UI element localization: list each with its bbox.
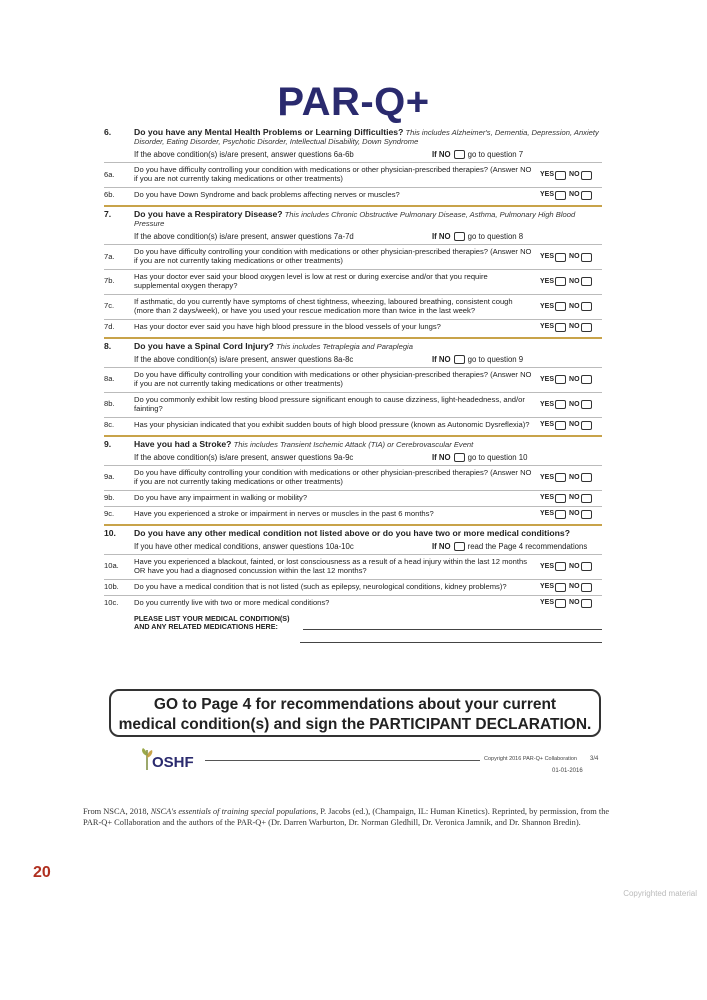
question-includes: This includes Alzheimer's, Dementia, Depression, Anxiety Disorder, Eating Disorder, Psychotic Disorder, Intellectual Disability, Down Syndrome (134, 128, 599, 146)
no-label: NO (569, 583, 580, 591)
if-no-option (432, 453, 602, 462)
if-no-label: If NO (432, 541, 451, 551)
question-heading: Do you have a Spinal Cord Injury? (134, 340, 274, 351)
sub-question-text: Have you experienced a stroke or impairment in nerves or muscles in the past 6 months? (134, 508, 434, 518)
sub-question-row (104, 554, 602, 579)
sub-question-row (104, 490, 602, 506)
no-label: NO (569, 400, 580, 408)
yes-no-options (540, 302, 602, 311)
question-header (104, 528, 602, 539)
if-no-label: If NO (432, 149, 451, 159)
question-heading: Have you had a Stroke? (134, 438, 232, 449)
sub-question-row (104, 244, 602, 269)
yes-label: YES (540, 170, 555, 178)
question-text (134, 439, 602, 450)
yes-checkbox[interactable] (555, 583, 566, 592)
no-checkbox[interactable] (581, 375, 592, 384)
yes-checkbox[interactable] (555, 421, 566, 430)
sub-question-number: 6b. (104, 190, 115, 200)
question-header (104, 209, 602, 229)
yes-no-options (540, 277, 602, 286)
yes-checkbox[interactable] (555, 473, 566, 482)
yes-checkbox[interactable] (555, 599, 566, 608)
no-checkbox[interactable] (581, 191, 592, 200)
no-label: NO (569, 375, 580, 383)
if-no-option (432, 542, 602, 551)
no-label: NO (569, 170, 580, 178)
no-label: NO (569, 473, 580, 481)
sub-question-number: 7b. (104, 276, 115, 286)
medical-list-input-line-2[interactable] (300, 642, 602, 643)
sub-question-row (104, 465, 602, 490)
yes-no-options (540, 400, 602, 409)
if-no-label: If NO (432, 231, 451, 241)
credit-book-title: NSCA's essentials of training special populations (150, 807, 317, 816)
if-no-option (432, 355, 602, 364)
sub-question-text: Do you have difficulty controlling your condition with medications or other physician-prescribed therapies? (Answer NO if you are not currently taking medications or other treatments) (134, 247, 532, 266)
no-label: NO (569, 421, 580, 429)
yes-label: YES (540, 191, 555, 199)
question-text (134, 209, 602, 229)
sub-question-text: If asthmatic, do you currently have symptoms of chest tightness, wheezing, laboured breathing, consistent cough (more than 2 days/week), or have you used your rescue medication more than twice in the last week? (134, 296, 513, 315)
sub-question-number: 10c. (104, 597, 119, 607)
no-label: NO (569, 562, 580, 570)
question-includes: This includes Chronic Obstructive Pulmonary Disease, Asthma, Pulmonary High Blood Pressure (134, 210, 576, 228)
question-text (134, 528, 602, 539)
sub-question-number: 10a. (104, 561, 119, 571)
question-text (134, 341, 602, 352)
form-date: 01-01-2016 (552, 768, 583, 774)
sub-question-number: 10b. (104, 581, 119, 591)
conditional-row (104, 150, 602, 159)
medical-list-label-2: AND ANY RELATED MEDICATIONS HERE: (134, 622, 278, 632)
sub-question-row (104, 506, 602, 522)
medical-list-label (134, 615, 289, 632)
credit-prefix: From NSCA, 2018, (83, 807, 151, 816)
no-checkbox[interactable] (581, 562, 592, 571)
medical-list-label-1: PLEASE LIST YOUR MEDICAL CONDITION(S) (134, 613, 290, 623)
no-checkbox[interactable] (581, 171, 592, 180)
yes-label: YES (540, 400, 555, 408)
yes-checkbox[interactable] (555, 277, 566, 286)
banner-line-1: GO to Page 4 for recommendations about your current (153, 696, 557, 713)
yes-label: YES (540, 583, 555, 591)
yes-checkbox[interactable] (555, 510, 566, 519)
question-section (104, 209, 602, 339)
if-no-text: go to question 8 (467, 231, 524, 241)
no-checkbox[interactable] (581, 302, 592, 311)
yes-label: YES (540, 277, 555, 285)
sub-question-number: 9c. (104, 508, 115, 518)
page-title: PAR-Q+ (277, 80, 430, 124)
no-checkbox[interactable] (581, 421, 592, 430)
yes-label: YES (540, 510, 555, 518)
no-label: NO (569, 599, 580, 607)
question-section (104, 127, 602, 207)
question-number: 9. (104, 438, 112, 449)
question-includes: This includes Tetraplegia and Paraplegia (276, 341, 413, 351)
no-checkbox[interactable] (581, 599, 592, 608)
sub-question-number: 7d. (104, 321, 115, 331)
yes-label: YES (540, 562, 555, 570)
yes-no-options (540, 171, 602, 180)
if-present-text: If the above condition(s) is/are present, answer questions 6a-6b (134, 149, 354, 159)
sub-question-text: Do you have difficulty controlling your condition with medications or other physician-prescribed therapies? (Answer NO if you are not currently taking medications or other treatments) (134, 165, 532, 184)
yes-label: YES (540, 375, 555, 383)
credit-note (83, 806, 623, 828)
sub-question-text: Has your doctor ever said you have high blood pressure in the blood vessels of your lungs? (134, 321, 441, 331)
if-no-option (432, 232, 602, 241)
medical-list-input-line-1[interactable] (303, 629, 602, 630)
credit-suffix: , P. Jacobs (ed.), (Champaign, IL: Human Kinetics). Reprinted, by permission, from the PAR-Q+ Collaboration and the authors of the PAR-Q+ (Dr. Darren Warburton, Dr. Norman Gledhill, Dr. Veronica Jamnik, and Dr. Shannon Bredin). (83, 807, 610, 827)
sub-question-number: 7a. (104, 251, 115, 261)
if-no-text: go to question 10 (467, 452, 528, 462)
question-section (104, 439, 602, 526)
yes-label: YES (540, 421, 555, 429)
yes-checkbox[interactable] (555, 323, 566, 332)
yes-label: YES (540, 323, 555, 331)
question-text (134, 127, 602, 147)
sub-question-text: Has your doctor ever said your blood oxygen level is low at rest or during exercise and/or that you require supplemental oxygen therapy? (134, 272, 488, 290)
yes-label: YES (540, 599, 555, 607)
question-header (104, 439, 602, 450)
if-present-text: If the above condition(s) is/are present, answer questions 7a-7d (134, 231, 354, 241)
question-heading: Do you have any Mental Health Problems or Learning Difficulties? (134, 127, 404, 137)
sub-question-number: 6a. (104, 169, 115, 179)
yes-no-options (540, 562, 602, 571)
sub-question-number: 9a. (104, 472, 115, 482)
if-no-checkbox[interactable] (454, 150, 465, 159)
yes-checkbox[interactable] (555, 400, 566, 409)
sub-question-row (104, 367, 602, 392)
if-no-checkbox[interactable] (454, 542, 465, 551)
sub-question-row (104, 162, 602, 187)
instruction-banner (109, 689, 601, 737)
no-label: NO (569, 323, 580, 331)
sub-question-number: 7c. (104, 301, 115, 311)
no-checkbox[interactable] (581, 323, 592, 332)
yes-label: YES (540, 473, 555, 481)
yes-checkbox[interactable] (555, 191, 566, 200)
sub-question-row (104, 579, 602, 595)
questionnaire-form (104, 127, 602, 647)
sub-question-number: 8c. (104, 419, 115, 429)
if-no-checkbox[interactable] (454, 232, 465, 241)
question-number: 7. (104, 209, 112, 219)
if-no-text: read the Page 4 recommendations (467, 541, 588, 551)
sub-question-text: Do you have difficulty controlling your condition with medications or other physician-prescribed therapies? (Answer NO if you are not currently taking medications or other treatments) (134, 467, 532, 486)
if-no-checkbox[interactable] (454, 355, 465, 364)
book-page-number: 20 (33, 864, 51, 881)
sub-question-row (104, 417, 602, 433)
sub-question-text: Do you have difficulty controlling your condition with medications or other physician-prescribed therapies? (Answer NO if you are not currently taking medications or other treatments) (134, 369, 532, 388)
no-label: NO (569, 252, 580, 260)
no-checkbox[interactable] (581, 583, 592, 592)
question-number: 10. (104, 527, 116, 538)
yes-label: YES (540, 252, 555, 260)
copyright-text: Copyright 2016 PAR-Q+ Collaboration (484, 756, 577, 762)
yes-checkbox[interactable] (555, 253, 566, 262)
yes-checkbox[interactable] (555, 302, 566, 311)
sub-question-row (104, 595, 602, 611)
question-number: 6. (104, 127, 112, 137)
sub-question-row (104, 187, 602, 203)
banner-line-2: medical condition(s) and sign the PARTICIPANT DECLARATION. (118, 716, 592, 733)
sub-question-text: Do you currently live with two or more medical conditions? (134, 597, 330, 607)
yes-no-options (540, 510, 602, 519)
question-heading: Do you have a Respiratory Disease? (134, 209, 283, 219)
no-label: NO (569, 494, 580, 502)
question-section (104, 528, 602, 645)
yes-no-options (540, 323, 602, 332)
no-checkbox[interactable] (581, 510, 592, 519)
question-section (104, 341, 602, 437)
no-label: NO (569, 510, 580, 518)
oshf-logo (140, 748, 202, 780)
yes-checkbox[interactable] (555, 562, 566, 571)
question-header (104, 127, 602, 147)
sub-question-row (104, 392, 602, 417)
no-checkbox[interactable] (581, 400, 592, 409)
no-label: NO (569, 191, 580, 199)
sub-question-text: Do you have a medical condition that is not listed (such as epilepsy, neurological conditions, kidney problems)? (134, 581, 507, 591)
no-checkbox[interactable] (581, 277, 592, 286)
no-checkbox[interactable] (581, 253, 592, 262)
if-present-text: If the above condition(s) is/are present, answer questions 8a-8c (134, 354, 354, 364)
medical-list-row (104, 615, 602, 632)
if-no-text: go to question 9 (467, 354, 524, 364)
conditional-row (104, 542, 602, 551)
conditional-row (104, 232, 602, 241)
question-number: 8. (104, 340, 112, 351)
no-label: NO (569, 302, 580, 310)
if-no-option (432, 150, 602, 159)
no-checkbox[interactable] (581, 494, 592, 503)
yes-checkbox[interactable] (555, 494, 566, 503)
sub-question-number: 8b. (104, 399, 115, 409)
if-present-text: If you have other medical conditions, answer questions 10a-10c (134, 541, 354, 551)
sub-question-number: 9b. (104, 492, 115, 502)
yes-no-options (540, 473, 602, 482)
question-header (104, 341, 602, 352)
sub-question-text: Have you experienced a blackout, fainted, or lost consciousness as a result of a head injury within the last 12 months OR have you had a diagnosed concussion within the last 12 months? (134, 556, 527, 575)
conditional-row (104, 355, 602, 364)
sub-question-number: 8a. (104, 374, 115, 384)
sub-question-row (104, 269, 602, 294)
if-present-text: If the above condition(s) is/are present, answer questions 9a-9c (134, 452, 354, 462)
yes-label: YES (540, 302, 555, 310)
yes-no-options (540, 494, 602, 503)
form-page-number: 3/4 (590, 756, 599, 762)
if-no-text: go to question 7 (467, 149, 524, 159)
yes-no-options (540, 421, 602, 430)
sub-question-text: Do you commonly exhibit low resting blood pressure significant enough to cause dizziness, light-headedness, and/or fainting? (134, 394, 525, 413)
sub-question-text: Do you have Down Syndrome and back problems affecting nerves or muscles? (134, 190, 400, 200)
if-no-checkbox[interactable] (454, 453, 465, 462)
if-no-label: If NO (432, 354, 451, 364)
if-no-label: If NO (432, 452, 451, 462)
yes-checkbox[interactable] (555, 171, 566, 180)
yes-no-options (540, 583, 602, 592)
no-checkbox[interactable] (581, 473, 592, 482)
conditional-row (104, 453, 602, 462)
sub-question-text: Do you have any impairment in walking or mobility? (134, 492, 308, 502)
watermark: Copyrighted material (623, 889, 697, 898)
sub-question-row (104, 319, 602, 335)
yes-no-options (540, 253, 602, 262)
yes-no-options (540, 599, 602, 608)
yes-no-options (540, 191, 602, 200)
sub-question-text: Has your physician indicated that you exhibit sudden bouts of high blood pressure (known as Autonomic Dysreflexia)? (134, 419, 530, 429)
yes-no-options (540, 375, 602, 384)
logo-name: OSHF (152, 754, 194, 771)
yes-label: YES (540, 494, 555, 502)
question-heading: Do you have any other medical condition not listed above or do you have two or more medical conditions? (134, 527, 570, 538)
no-label: NO (569, 277, 580, 285)
sub-question-row (104, 294, 602, 319)
question-includes: This includes Transient Ischemic Attack (TIA) or Cerebrovascular Event (233, 439, 474, 449)
yes-checkbox[interactable] (555, 375, 566, 384)
footer-divider (205, 760, 480, 761)
